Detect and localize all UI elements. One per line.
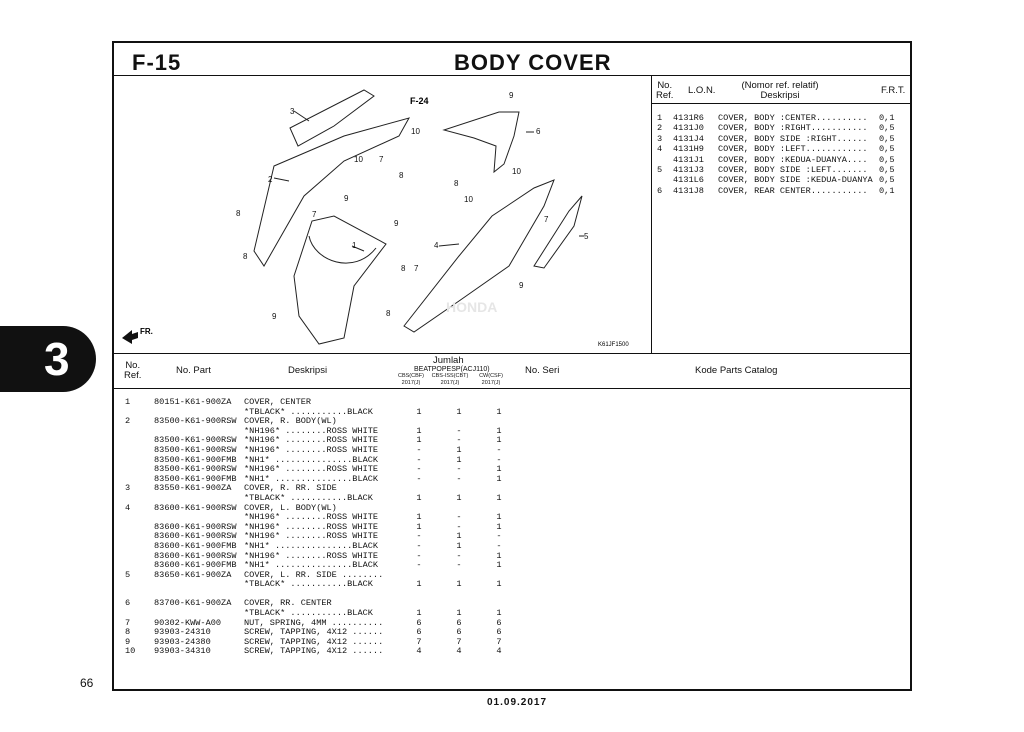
parts-cell-desc: *TBLACK* ...........BLACK xyxy=(244,579,373,590)
parts-head-catalog: Kode Parts Catalog xyxy=(695,365,778,376)
svg-text:7: 7 xyxy=(312,210,317,219)
parts-cell-desc: *TBLACK* ...........BLACK xyxy=(244,406,373,417)
parts-cell-part: 80151-K61-900ZA xyxy=(154,397,232,407)
parts-head-col2: CBS-ISS(CBT) 2017(J) xyxy=(431,373,469,386)
front-label: FR. xyxy=(140,327,153,336)
parts-cell-q3: 4 xyxy=(496,646,502,657)
parts-cell-desc: *NH196* ........ROSS WHITE xyxy=(244,435,379,446)
parts-cell-q2 xyxy=(439,590,479,600)
svg-text:10: 10 xyxy=(411,127,420,136)
parts-cell-desc: SCREW, TAPPING, 4X12 ...... xyxy=(244,636,384,647)
parts-cell-q1: - xyxy=(416,464,422,475)
ref-table-divider xyxy=(651,75,652,353)
parts-cell-q3: 1 xyxy=(496,406,502,417)
parts-cell-q3: 6 xyxy=(496,617,502,628)
parts-cell-q1: - xyxy=(416,473,422,484)
parts-cell-q2: - xyxy=(456,560,462,571)
parts-cell-q2: 6 xyxy=(456,617,462,628)
parts-cell-ref: 5 xyxy=(125,569,131,580)
ref-cell-lon: 4131H9 xyxy=(673,144,704,155)
ref-table-row xyxy=(657,186,903,196)
parts-cell-q1: - xyxy=(416,444,422,455)
ref-cell-desc: COVER, BODY SIDE :RIGHT...... xyxy=(718,133,868,144)
parts-cell-q3: 1 xyxy=(496,550,502,561)
parts-cell-ref: 8 xyxy=(125,627,131,638)
parts-cell-desc: *NH196* ........ROSS WHITE xyxy=(244,512,379,523)
parts-cell-ref xyxy=(122,465,154,475)
parts-cell-q1: 1 xyxy=(416,579,422,590)
parts-cell-q2: - xyxy=(456,512,462,523)
parts-cell-ref xyxy=(122,446,154,456)
parts-cell-ref: 9 xyxy=(125,636,131,647)
parts-head-partno: No. Part xyxy=(176,365,211,376)
parts-cell-desc: *NH1* ...............BLACK xyxy=(244,473,379,484)
parts-cell-q1: 1 xyxy=(416,425,422,436)
parts-cell-q3: 1 xyxy=(496,435,502,446)
ref-cell-frt: 0,5 xyxy=(879,175,895,186)
ref-cell-lon: 4131L6 xyxy=(673,175,704,186)
parts-cell-desc: COVER, R. BODY(WL) xyxy=(244,416,337,427)
parts-cell-ref xyxy=(122,436,154,446)
ref-cell-frt: 0,5 xyxy=(879,144,895,155)
chapter-number: 3 xyxy=(44,333,70,385)
parts-cell-desc: *NH1* ...............BLACK xyxy=(244,454,379,465)
parts-cell-q2: 1 xyxy=(456,406,462,417)
parts-cell-part: 93903-34310 xyxy=(154,646,211,657)
svg-text:9: 9 xyxy=(509,91,514,100)
parts-head-serial: No. Seri xyxy=(525,365,560,376)
ref-head-frt: F.R.T. xyxy=(881,85,906,96)
ref-table-row xyxy=(657,144,903,154)
svg-text:7: 7 xyxy=(544,215,549,224)
parts-cell-q3: - xyxy=(496,531,502,542)
parts-cell-desc: *NH196* ........ROSS WHITE xyxy=(244,425,379,436)
svg-text:8: 8 xyxy=(236,209,241,218)
parts-cell-ref: 2 xyxy=(125,416,131,427)
parts-cell-part: 83600-K61-900RSW xyxy=(154,550,237,561)
parts-cell-part: 83550-K61-900ZA xyxy=(154,483,232,494)
parts-cell-q3: 1 xyxy=(496,425,502,436)
svg-text:3: 3 xyxy=(290,107,295,116)
page-title: BODY COVER xyxy=(454,50,612,75)
ref-header-divider xyxy=(651,103,911,104)
parts-cell-ref xyxy=(122,542,154,552)
parts-cell-part: 93903-24380 xyxy=(154,636,211,647)
parts-cell-q2: 1 xyxy=(456,540,462,551)
ref-cell-desc: COVER, BODY :RIGHT........... xyxy=(718,123,868,134)
parts-cell-part: 83600-K61-900FMB xyxy=(154,540,237,551)
parts-cell-q3: 1 xyxy=(496,608,502,619)
part-5-shape xyxy=(534,196,582,268)
svg-text:5: 5 xyxy=(584,232,589,241)
parts-cell-part: 83500-K61-900RSW xyxy=(154,444,237,455)
parts-cell-ref xyxy=(122,427,154,437)
parts-cell-q3: 1 xyxy=(496,464,502,475)
parts-cell-part: 83600-K61-900RSW xyxy=(154,521,237,532)
publish-date: 01.09.2017 xyxy=(487,697,548,708)
svg-text:10: 10 xyxy=(354,155,363,164)
svg-text:10: 10 xyxy=(464,195,473,204)
parts-cell-desc: *NH1* ...............BLACK xyxy=(244,560,379,571)
parts-cell-part: 90302-KWW-A00 xyxy=(154,617,222,628)
parts-header-divider xyxy=(113,388,911,389)
svg-text:8: 8 xyxy=(401,264,406,273)
parts-cell-q1: 1 xyxy=(416,521,422,532)
ref-cell-frt: 0,5 xyxy=(879,123,895,134)
parts-cell-ref xyxy=(122,552,154,562)
ref-cell-desc: COVER, BODY :KEDUA-DUANYA.... xyxy=(718,154,868,165)
parts-cell-q1: 1 xyxy=(416,492,422,503)
parts-cell-q2: - xyxy=(456,521,462,532)
parts-cell-part: 93903-24310 xyxy=(154,627,211,638)
parts-cell-q1: 1 xyxy=(416,608,422,619)
ref-cell-lon: 4131J3 xyxy=(673,165,704,176)
parts-table-row xyxy=(122,580,519,590)
parts-cell-q2: - xyxy=(456,550,462,561)
part-1-shape xyxy=(294,216,386,344)
parts-cell-q1: 1 xyxy=(416,406,422,417)
parts-cell-q2: - xyxy=(456,464,462,475)
parts-cell-desc: COVER, L. RR. SIDE ........ xyxy=(244,569,384,580)
svg-text:9: 9 xyxy=(344,194,349,203)
parts-cell-ref: 1 xyxy=(125,397,131,407)
ref-table-row xyxy=(657,175,903,185)
ref-head-no: No. Ref. xyxy=(656,80,674,101)
parts-cell-q2: - xyxy=(456,473,462,484)
parts-cell-desc: COVER, L. BODY(WL) xyxy=(244,502,337,513)
parts-cell-q1: - xyxy=(416,540,422,551)
parts-cell-q2: 1 xyxy=(456,579,462,590)
svg-text:9: 9 xyxy=(394,219,399,228)
diagram-divider xyxy=(113,353,911,354)
ref-cell-frt: 0,5 xyxy=(879,154,895,165)
page-number: 66 xyxy=(80,676,94,690)
parts-cell-q3: - xyxy=(496,444,502,455)
section-code: F-15 xyxy=(132,50,182,75)
svg-text:8: 8 xyxy=(399,171,404,180)
ref-cell-lon: 4131J1 xyxy=(673,154,704,165)
parts-cell-part: 83650-K61-900ZA xyxy=(154,569,232,580)
ref-cell-no: 5 xyxy=(657,165,663,176)
parts-cell-part: 83600-K61-900FMB xyxy=(154,560,237,571)
ref-cell-desc: COVER, REAR CENTER........... xyxy=(718,185,868,196)
svg-text:6: 6 xyxy=(536,127,541,136)
parts-cell-ref: 10 xyxy=(125,646,136,657)
parts-cell-q3: - xyxy=(496,454,502,465)
ref-table xyxy=(657,113,903,196)
ref-cell-no: 6 xyxy=(657,185,663,196)
parts-head-model: BEATPOPESP(ACJ110) xyxy=(414,366,490,373)
parts-cell-q1: - xyxy=(416,454,422,465)
parts-cell-q1: 4 xyxy=(416,646,422,657)
ref-cell-no: 2 xyxy=(657,123,663,134)
ref-cell-lon: 4131J4 xyxy=(673,133,704,144)
drawing-code: K61JF1500 xyxy=(598,342,629,348)
ref-cell-desc: COVER, BODY :LEFT............ xyxy=(718,144,868,155)
ref-cell-lon: 4131J0 xyxy=(673,123,704,134)
ref-cell-no: 3 xyxy=(657,133,663,144)
svg-text:1: 1 xyxy=(352,241,357,250)
parts-cell-desc: *NH196* ........ROSS WHITE xyxy=(244,550,379,561)
parts-cell-desc: COVER, RR. CENTER xyxy=(244,598,332,609)
svg-text:4: 4 xyxy=(434,241,439,250)
parts-cell-q2: 1 xyxy=(456,454,462,465)
parts-cell-q1: 1 xyxy=(416,435,422,446)
ref-cell-no xyxy=(657,155,673,165)
ref-head-lon: L.O.N. xyxy=(688,85,716,96)
ref-cell-frt: 0,1 xyxy=(879,185,895,196)
parts-cell-q3: 1 xyxy=(496,512,502,523)
parts-cell-part: 83500-K61-900RSW xyxy=(154,435,237,446)
parts-cell-desc: SCREW, TAPPING, 4X12 ...... xyxy=(244,627,384,638)
parts-cell-q1: 6 xyxy=(416,627,422,638)
svg-text:2: 2 xyxy=(268,175,273,184)
ref-table-row xyxy=(657,113,903,123)
parts-cell-q2: - xyxy=(456,435,462,446)
ref-cell-desc: COVER, BODY :CENTER.......... xyxy=(718,113,868,123)
ref-cell-no xyxy=(657,175,673,185)
parts-cell-part: 83600-K61-900RSW xyxy=(154,502,237,513)
parts-table xyxy=(122,398,519,657)
ref-table-row xyxy=(657,123,903,133)
svg-text:9: 9 xyxy=(519,281,524,290)
honda-watermark: HONDA xyxy=(446,299,498,315)
parts-cell-desc: COVER, R. RR. SIDE xyxy=(244,483,337,494)
parts-cell-ref: 3 xyxy=(125,483,131,494)
parts-cell-ref xyxy=(122,580,154,590)
parts-cell-q1: 7 xyxy=(416,636,422,647)
ref-cell-lon: 4131R6 xyxy=(673,113,704,123)
parts-head-col3: CW(CSF) 2017(J) xyxy=(479,373,503,386)
parts-cell-desc: NUT, SPRING, 4MM .......... xyxy=(244,617,384,628)
chapter-tab xyxy=(0,326,96,392)
ref-head-desc: (Nomor ref. relatif) Deskripsi xyxy=(741,80,819,101)
part-6-shape xyxy=(444,112,519,172)
parts-cell-ref xyxy=(122,532,154,542)
parts-cell-ref xyxy=(122,456,154,466)
svg-text:8: 8 xyxy=(454,179,459,188)
parts-cell-q2: - xyxy=(456,425,462,436)
ref-cell-no: 1 xyxy=(657,113,663,123)
parts-cell-q1: 1 xyxy=(416,512,422,523)
ref-cell-lon: 4131J8 xyxy=(673,185,704,196)
parts-cell-part: 83600-K61-900RSW xyxy=(154,531,237,542)
parts-cell-part: 83500-K61-900FMB xyxy=(154,473,237,484)
parts-cell-ref: 6 xyxy=(125,598,131,609)
parts-cell-q3: 1 xyxy=(496,579,502,590)
parts-cell-q3: 7 xyxy=(496,636,502,647)
parts-cell-q3: 6 xyxy=(496,627,502,638)
front-arrow-icon xyxy=(122,327,153,344)
parts-cell-desc: *NH196* ........ROSS WHITE xyxy=(244,531,379,542)
parts-cell-ref xyxy=(122,513,154,523)
f24-reference: F-24 xyxy=(410,96,429,106)
svg-text:10: 10 xyxy=(512,167,521,176)
parts-cell-ref: 7 xyxy=(125,617,131,628)
ref-table-row xyxy=(657,155,903,165)
parts-cell-q2: 1 xyxy=(456,444,462,455)
parts-cell-q2: 1 xyxy=(456,492,462,503)
svg-text:8: 8 xyxy=(386,309,391,318)
parts-cell-part: 83500-K61-900RSW xyxy=(154,464,237,475)
ref-cell-desc: COVER, BODY SIDE :LEFT....... xyxy=(718,165,868,176)
ref-cell-desc: COVER, BODY SIDE :KEDUA-DUANYA xyxy=(718,175,873,186)
svg-text:8: 8 xyxy=(243,252,248,261)
parts-cell-part: 83500-K61-900FMB xyxy=(154,454,237,465)
ref-cell-frt: 0,1 xyxy=(879,113,895,123)
parts-cell-q2: 1 xyxy=(456,531,462,542)
parts-cell-desc: *NH196* ........ROSS WHITE xyxy=(244,444,379,455)
svg-text:9: 9 xyxy=(272,312,277,321)
ref-table-row xyxy=(657,165,903,175)
parts-cell-q1: - xyxy=(416,531,422,542)
parts-cell-q3: 1 xyxy=(496,521,502,532)
parts-table-row xyxy=(122,647,519,657)
parts-cell-desc: *NH1* ...............BLACK xyxy=(244,540,379,551)
parts-cell-q2: 7 xyxy=(456,636,462,647)
parts-cell-desc: *NH196* ........ROSS WHITE xyxy=(244,521,379,532)
parts-head-jumlah: Jumlah xyxy=(433,355,464,366)
parts-cell-q3: 1 xyxy=(496,473,502,484)
parts-cell-part: 83500-K61-900RSW xyxy=(154,416,237,427)
parts-cell-q2: 4 xyxy=(456,646,462,657)
parts-cell-ref: 4 xyxy=(125,502,131,513)
parts-cell-q1: 6 xyxy=(416,617,422,628)
parts-cell-q3: 1 xyxy=(496,560,502,571)
parts-head-col1: CBS(CBF) 2017(J) xyxy=(398,373,424,386)
parts-cell-q3: 1 xyxy=(496,492,502,503)
parts-cell-ref xyxy=(122,523,154,533)
parts-cell-q2: 6 xyxy=(456,627,462,638)
parts-cell-q1 xyxy=(399,590,439,600)
ref-table-row xyxy=(657,134,903,144)
ref-cell-no: 4 xyxy=(657,144,663,155)
svg-text:7: 7 xyxy=(379,155,384,164)
parts-cell-part xyxy=(154,580,244,590)
parts-cell-part: 83700-K61-900ZA xyxy=(154,598,232,609)
parts-cell-desc: COVER, CENTER xyxy=(244,397,312,407)
exploded-diagram xyxy=(114,76,650,353)
parts-head-desc: Deskripsi xyxy=(288,365,328,376)
svg-text:7: 7 xyxy=(414,264,419,273)
ref-cell-frt: 0,5 xyxy=(879,165,895,176)
parts-cell-desc: SCREW, TAPPING, 4X12 ...... xyxy=(244,646,384,657)
ref-cell-frt: 0,5 xyxy=(879,133,895,144)
part-3-shape xyxy=(290,90,374,146)
parts-cell-desc: *TBLACK* ...........BLACK xyxy=(244,492,373,503)
parts-cell-q3 xyxy=(479,590,519,600)
parts-cell-desc: *NH196* ........ROSS WHITE xyxy=(244,464,379,475)
parts-cell-q2: 1 xyxy=(456,608,462,619)
parts-cell-q1: - xyxy=(416,550,422,561)
parts-cell-q3: - xyxy=(496,540,502,551)
parts-cell-q1: - xyxy=(416,560,422,571)
part-labels xyxy=(236,91,589,321)
parts-head-no: No. Ref. xyxy=(124,360,142,381)
parts-cell-desc: *TBLACK* ...........BLACK xyxy=(244,608,373,619)
